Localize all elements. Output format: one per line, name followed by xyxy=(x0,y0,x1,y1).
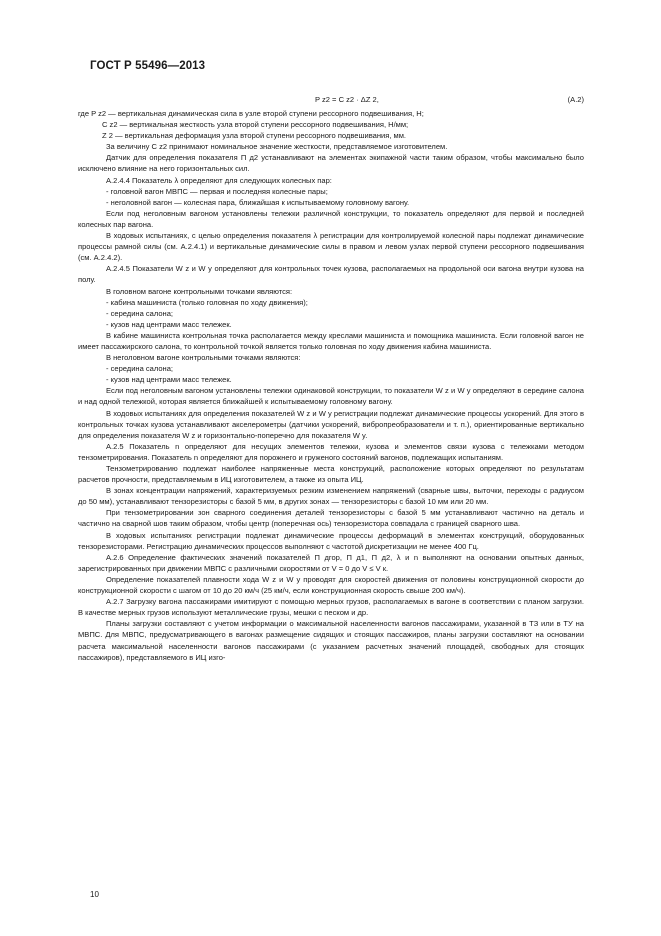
formula-a2 xyxy=(78,94,584,106)
paragraph: - головной вагон МВПС — первая и последняя колесные пары; xyxy=(106,186,328,196)
document-body xyxy=(78,94,584,663)
paragraph: А.2.6 Определение фактических значений показателей П дгор, П д1, П д2, λ и n выполняют на основании опытных данных, зарегистрированных при движении МВПС с различными скоростями от V = 0 до V ≤ V к. xyxy=(78,552,584,573)
paragraph: Тензометрированию подлежат наиболее напряженные места конструкций, расположение которых определяют по результатам расчетов прочности, представляемым в ИЦ изготовителем, а также из опыта ИЦ. xyxy=(78,464,584,485)
paragraph: А.2.7 Загрузку вагона пассажирами имитируют с помощью мерных грузов, располагаемых в вагоне в соответствии с планом загрузки. В качестве мерных грузов используют металлические грузы, мешки с песком и др. xyxy=(78,597,584,618)
paragraph-list xyxy=(78,108,584,663)
document-header: ГОСТ Р 55496—2013 xyxy=(90,60,206,72)
paragraph: - кузов над центрами масс тележек. xyxy=(106,319,232,329)
paragraph: За величину C z2 принимают номинальное значение жесткости, представляемое изготовителем. xyxy=(106,142,448,152)
paragraph: В ходовых испытаниях, с целью определения показателя λ регистрации для контролируемой колесной пары подлежат динамические процессы рамной силы (см. А.2.4.1) и вертикальные динамические силы в правом и левом узлах первой ступени рессорного подвешивания (см. А.2.4.2). xyxy=(78,231,584,263)
paragraph: В ходовых испытаниях для определения показателей W z и W y регистрации подлежат динамические процессы ускорений. Для этого в контрольных точках кузова устанавливают акселерометры (датчики ускорений, вибропреобразователи и т. п.), ориентированные вертикально для определения показателя W z и горизонтально-поперечно для показателя W y. xyxy=(78,408,584,440)
paragraph: В ходовых испытаниях регистрации подлежат динамические процессы деформаций в элементах конструкций, оборудованных тензорезисторами. Регистрацию динамических процессов выполняют с частотой дискретизации не менее 400 Гц. xyxy=(78,530,584,551)
paragraph: где P z2 — вертикальная динамическая сила в узле второй ступени рессорного подвешивания, Н; xyxy=(78,109,424,118)
paragraph: - кабина машиниста (только головная по ходу движения); xyxy=(106,297,308,307)
paragraph: - середина салона; xyxy=(106,308,174,318)
paragraph: - середина салона; xyxy=(106,364,174,374)
paragraph: C z2 — вертикальная жесткость узла второй ступени рессорного подвешивания, Н/мм; xyxy=(102,120,409,130)
paragraph: Если под неголовным вагоном установлены тележки одинаковой конструкции, то показатели W z и W y определяют в середине салона и над одной тележкой, которая является ближайшей к испытываемому головному вагону. xyxy=(78,386,584,407)
paragraph: Если под неголовным вагоном установлены тележки различной конструкции, то показатель определяют для первой и последней колесных пар вагона. xyxy=(78,208,584,229)
paragraph: Планы загрузки составляют с учетом информации о максимальной населенности вагонов пассажирами, указанной в ТЗ или в ТУ на МВПС. Для МВПС, предусматривающего в вагонах размещение сидящих и стоящих пассажиров, планы загрузки составляют на основании расчета максимальной населенности вагонов пассажирами (с указанием расчетных значений площадей, свободных для стоящих пассажиров), представляемого в ИЦ изго- xyxy=(78,619,584,662)
paragraph: Z 2 — вертикальная деформация узла второй ступени рессорного подвешивания, мм. xyxy=(102,131,406,141)
formula-expression: P z2 = C z2 · ΔZ 2, xyxy=(315,95,379,104)
page-number: 10 xyxy=(90,890,99,899)
paragraph: - неголовной вагон — колесная пара, ближайшая к испытываемому головному вагону. xyxy=(106,197,410,207)
paragraph: В зонах концентрации напряжений, характеризуемых резким изменением напряжений (сварные швы, выточки, переходы с радиусом до 50 мм), устанавливают тензорезисторы с базой 5 мм, в других зонах — тензорезисторы с базой 10 мм или 20 мм. xyxy=(78,486,584,507)
formula-number: (А.2) xyxy=(567,95,584,104)
paragraph: В неголовном вагоне контрольными точками являются: xyxy=(106,353,301,363)
paragraph: Датчик для определения показателя П д2 устанавливают на элементах экипажной части таким образом, чтобы максимально было исключено влияние на него горизонтальных сил. xyxy=(78,153,584,174)
paragraph: А.2.5 Показатель n определяют для несущих элементов тележки, кузова и элементов связи кузова с тележками методом тензометрирования. Показатель n определяют для порожнего и груженого состояний вагонов, подлежащих испытаниям. xyxy=(78,441,584,462)
paragraph: - кузов над центрами масс тележек. xyxy=(106,375,232,385)
paragraph: В кабине машиниста контрольная точка располагается между креслами машиниста и помощника машиниста. Если головной вагон не имеет пассажирского салона, то контрольной точкой является только головная по ходу движения кабина машиниста. xyxy=(78,330,584,351)
paragraph: Определение показателей плавности хода W z и W y проводят для скоростей движения от половины конструкционной скорости до конструкционной скорости с шагом от 10 до 20 км/ч (25 км/ч, если конструкционная скорость свыше 200 км/ч). xyxy=(78,574,584,596)
paragraph: В головном вагоне контрольными точками являются: xyxy=(106,286,293,296)
paragraph: При тензометрировании зон сварного соединения деталей тензорезисторы с базой 5 мм устанавливают частично на деталь и частично на сварной шов таким образом, чтобы центр (поперечная ось) тензорезистора совпадала с границей сварного шва. xyxy=(78,508,584,529)
paragraph: А.2.4.4 Показатель λ определяют для следующих колесных пар: xyxy=(106,175,332,185)
paragraph: А.2.4.5 Показатели W z и W y определяют для контрольных точек кузова, располагаемых на продольной оси вагона внутри кузова на полу. xyxy=(78,264,584,285)
